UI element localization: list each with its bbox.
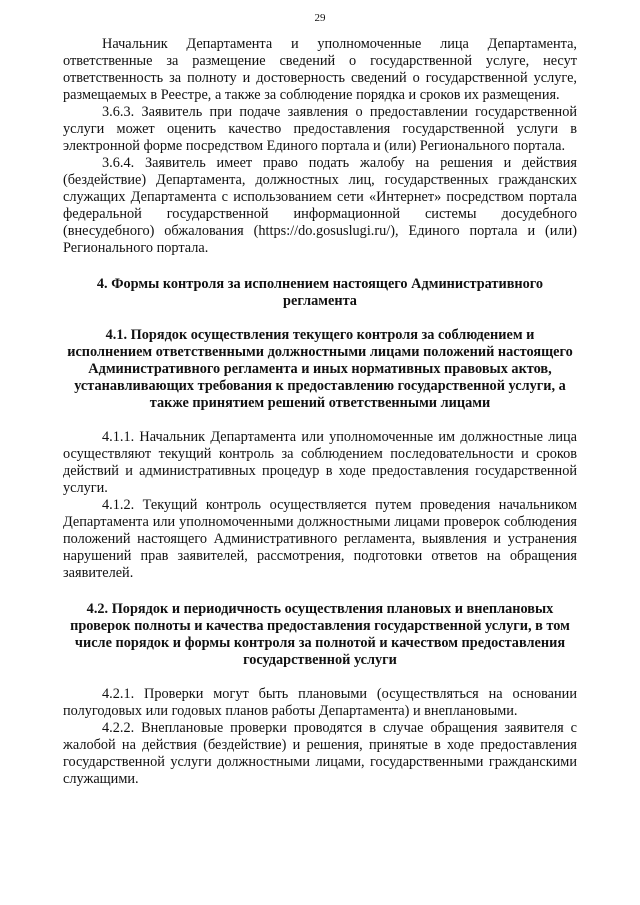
paragraph-3-6-3: 3.6.3. Заявитель при подаче заявления о предоставлении государственной услуги может оценить качество предоставления государственной услуги в электронной форме посредством Единого портала и (или) Регионального портала. — [63, 104, 577, 154]
page-number: 29 — [314, 12, 326, 24]
paragraph-3-6-4: 3.6.4. Заявитель имеет право подать жалобу на решения и действия (бездействие) Департамента, должностных лиц, государственных гражданских служащих Департамента с использованием сети «Интернет» посредством портала федеральной государственной информационной системы досудебного (внесудебного) обжалования (https://do.gosuslugi.ru/), Единого портала и (или) Регионального портала. — [63, 155, 577, 256]
document-body — [63, 36, 577, 788]
section-4-2-heading: 4.2. Порядок и периодичность осуществления плановых и внеплановых проверок полноты и качества предоставления государственной услуги, в том числе порядок и формы контроля за полнотой и качеством предоставления государственной услуги — [70, 601, 570, 668]
paragraph-4-2-2: 4.2.2. Внеплановые проверки проводятся в случае обращения заявителя с жалобой на действия (бездействие) и решения, принятые в ходе предоставления государственной услуги должностными лицами, государственными гражданскими служащими. — [63, 720, 577, 787]
section-4-heading: 4. Формы контроля за исполнением настоящего Административного регламента — [96, 276, 544, 309]
paragraph-4-1-2: 4.1.2. Текущий контроль осуществляется путем проведения начальником Департамента или уполномоченными должностными лицами проверок соблюдения положений настоящего Административного регламента, выявления и устранения нарушений прав заявителей, рассмотрения, подготовки ответов на обращения заявителей. — [63, 497, 577, 581]
paragraph-responsibility: Начальник Департамента и уполномоченные лица Департамента, ответственные за размещение сведений о государственной услуге, несут ответственность за полноту и достоверность сведений о государственной услуге, размещаемых в Реестре, а также за соблюдение порядка и сроков их размещения. — [63, 36, 577, 103]
section-4-1-heading: 4.1. Порядок осуществления текущего контроля за соблюдением и исполнением ответственными должностными лицами положений настоящего Административного регламента и иных нормативных правовых актов, устанавливающих требования к предоставлению государственной услуги, а также принятием решений ответственными лицами — [67, 327, 573, 411]
paragraph-4-1-1: 4.1.1. Начальник Департамента или уполномоченные им должностные лица осуществляют текущий контроль за соблюдением последовательности и сроков действий и административных процедур в ходе предоставления государственной услуги. — [63, 429, 577, 496]
paragraph-4-2-1: 4.2.1. Проверки могут быть плановыми (осуществляться на основании полугодовых или годовых планов работы Департамента) и внеплановыми. — [63, 686, 577, 719]
